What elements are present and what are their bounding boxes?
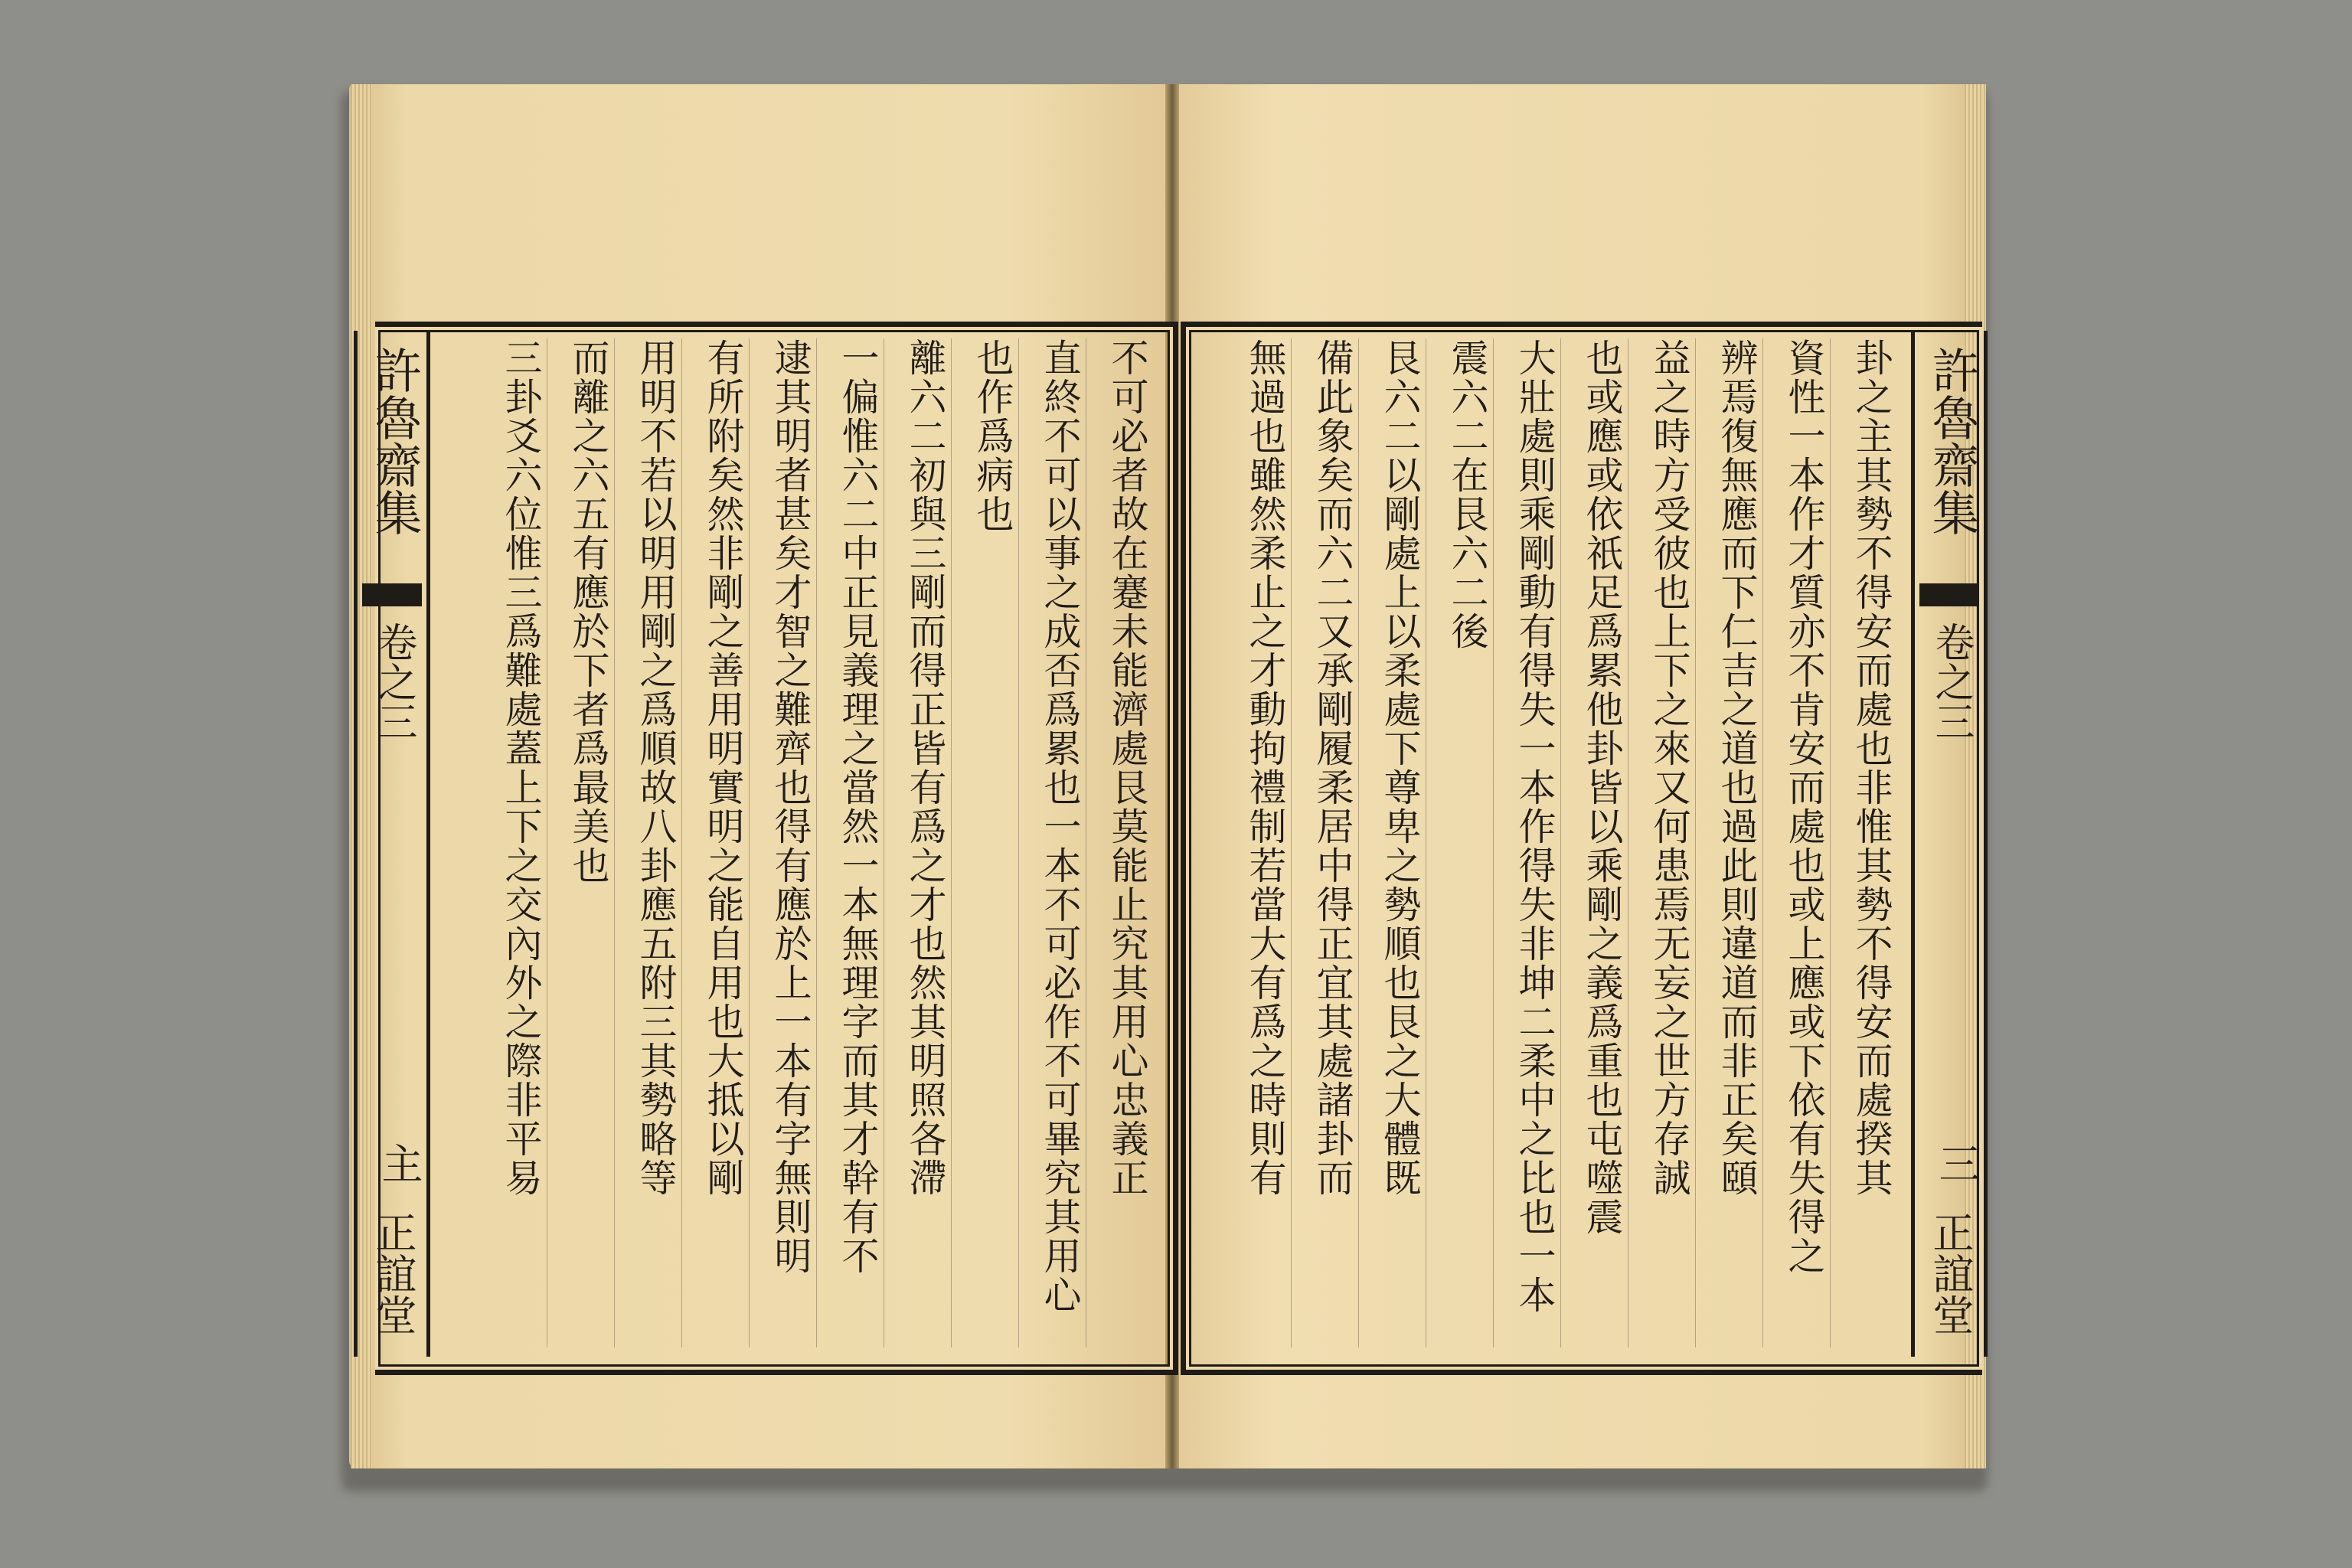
column-rule — [1695, 338, 1696, 1348]
left-col-1: 不可必者故在蹇未能濟處艮莫能止究其用心忠義正 — [1106, 338, 1149, 1197]
column-rule — [1830, 338, 1831, 1348]
left-col-8: 用明不若以明用剛之爲順故八卦應五附三其勢略等 — [634, 338, 678, 1197]
right-page-center-strip — [1911, 331, 1988, 1357]
left-col-4: 離六二初與三剛而得正皆有爲之才也然其明照各滯 — [903, 338, 947, 1197]
column-rule — [614, 338, 615, 1348]
left-col-6: 逮其明者甚矣才智之難齊也得有應於上一本有字無則明 — [769, 338, 812, 1276]
left-col-9: 而離之六五有應於下者爲最美也 — [567, 338, 610, 885]
left-margin-publisher: 正誼堂 — [369, 1211, 417, 1335]
column-rule — [951, 338, 952, 1348]
left-page-center-strip — [354, 331, 430, 1357]
left-margin-folio: 主 — [375, 1142, 423, 1184]
right-col-8: 艮六二以剛處上以柔處下尊卑之勢順也艮之大體既 — [1378, 338, 1422, 1197]
left-fish-tail-mark — [362, 583, 422, 606]
column-rule — [1560, 338, 1561, 1348]
column-rule — [681, 338, 682, 1348]
right-margin-volume: 卷之三 — [1928, 622, 1974, 741]
right-col-9: 備此象矣而六二又承剛履柔居中得正宜其處諸卦而 — [1311, 338, 1354, 1197]
left-col-10: 三卦爻六位惟三爲難處蓋上下之交內外之際非平易 — [499, 338, 543, 1197]
column-rule — [749, 338, 750, 1348]
left-margin-title: 許魯齋集 — [367, 346, 423, 536]
column-rule — [1018, 338, 1019, 1348]
right-col-10: 無過也雖然柔止之才動拘禮制若當大有爲之時則有 — [1243, 338, 1287, 1197]
right-col-5: 也或應或依祇足爲累他卦皆以乘剛之義爲重也屯噬震 — [1580, 338, 1624, 1236]
right-col-4: 益之時方受彼也上下之來又何患焉无妄之世方存誠 — [1648, 338, 1691, 1197]
right-col-1: 卦之主其勢不得安而處也非惟其勢不得安而處揆其 — [1850, 338, 1893, 1197]
right-col-7: 震六二在艮六二後 — [1446, 338, 1489, 651]
column-rule — [816, 338, 817, 1348]
column-rule — [1291, 338, 1292, 1348]
column-rule — [1493, 338, 1494, 1348]
right-col-6: 大壯處則乘剛動有得失一本作得失非坤二柔中之比也一本 — [1513, 338, 1557, 1315]
right-margin-publisher: 正誼堂 — [1926, 1211, 1975, 1335]
right-margin-folio: 三 — [1932, 1142, 1981, 1184]
left-col-2: 直終不可以事之成否爲累也一本不可必作不可畢究其用心 — [1038, 338, 1082, 1315]
left-col-5: 一偏惟六二中正見義理之當然一本無理字而其才幹有不 — [836, 338, 880, 1276]
left-margin-volume: 卷之三 — [371, 622, 416, 741]
column-rule — [1762, 338, 1763, 1348]
left-col-7: 有所附矣然非剛之善用明實明之能自用也大抵以剛 — [701, 338, 745, 1197]
left-col-3: 也作爲病也 — [971, 338, 1014, 534]
right-margin-title: 許魯齋集 — [1924, 346, 1980, 536]
right-col-2: 資性一本作才質亦不肯安而處也或上應或下依有失得之 — [1782, 338, 1826, 1276]
right-col-3: 辨焉復無應而下仁吉之道也過此則違道而非正矣頤 — [1715, 338, 1759, 1197]
column-rule — [1358, 338, 1359, 1348]
right-fish-tail-mark — [1919, 583, 1979, 606]
